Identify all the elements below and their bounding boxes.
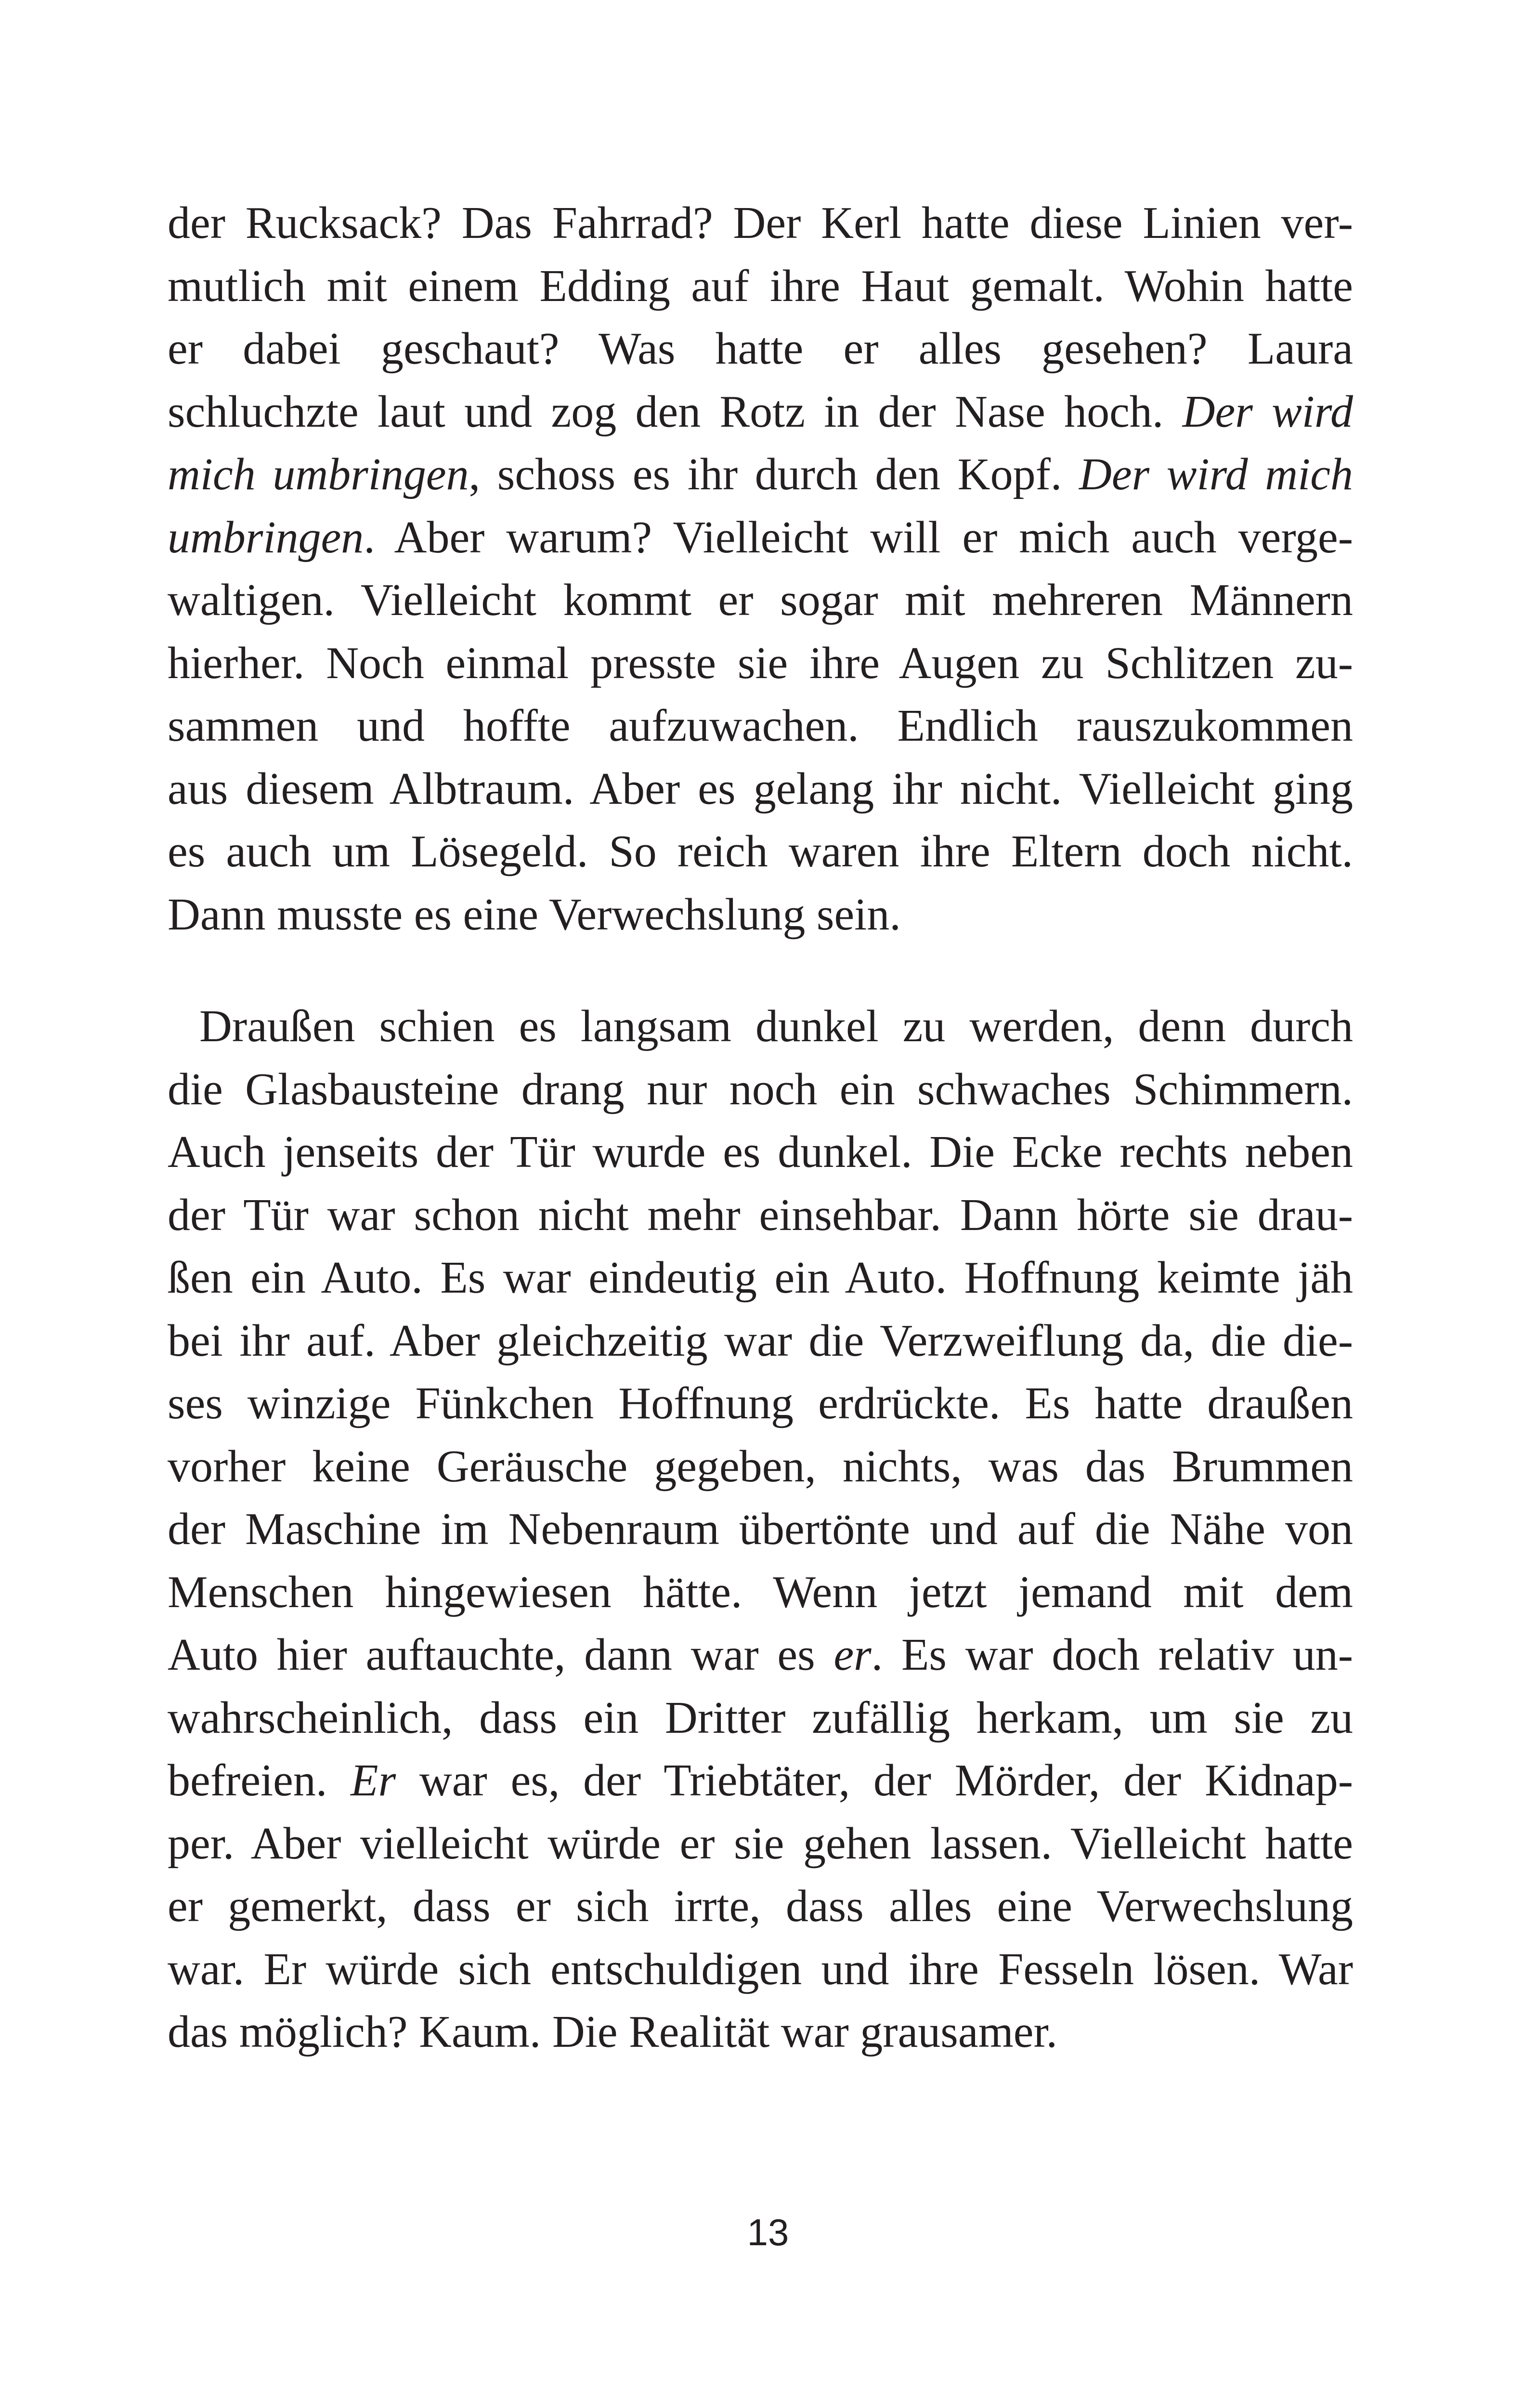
text-segment: es auch um Lösegeld. So reich waren ihre Eltern doch nicht.	[168, 826, 1353, 877]
text-line	[168, 1875, 1353, 1938]
text-line	[168, 1687, 1353, 1750]
text-line	[168, 1623, 1353, 1687]
text-segment: er gemerkt, dass er sich irrte, dass alles eine Verwechslung	[168, 1881, 1353, 1931]
text-segment: hierher. Noch einmal presste sie ihre Augen zu Schlitzen zu-	[168, 638, 1353, 688]
text-line	[168, 192, 1353, 255]
text-segment: der Rucksack? Das Fahrrad? Der Kerl hatte diese Linien ver-	[168, 198, 1353, 248]
text-segment: . Es war doch relativ un-	[871, 1630, 1354, 1680]
text-line	[168, 1938, 1353, 2001]
text-segment: sammen und hoffte aufzuwachen. Endlich rauszukommen	[168, 701, 1353, 751]
text-line	[168, 569, 1353, 632]
italic-text: er	[833, 1630, 872, 1680]
text-segment: vorher keine Geräusche gegeben, nichts, was das Brummen	[168, 1441, 1353, 1492]
italic-text: umbringen	[168, 512, 364, 563]
text-segment: der Tür war schon nicht mehr einsehbar. Dann hörte sie drau-	[168, 1190, 1353, 1240]
text-segment: schluchzte laut und zog den Rotz in der Nase hoch.	[168, 386, 1183, 437]
italic-text: Der wird	[1182, 386, 1354, 437]
text-line	[168, 1372, 1353, 1435]
text-segment: wahrscheinlich, dass ein Dritter zufällig herkam, um sie zu	[168, 1692, 1353, 1743]
text-segment: Menschen hingewiesen hätte. Wenn jetzt jemand mit dem	[168, 1567, 1353, 1617]
text-segment: waltigen. Vielleicht kommt er sogar mit mehreren Männern	[168, 575, 1353, 625]
paragraph-1	[168, 192, 1353, 946]
text-segment: Dann musste es eine Verwechslung sein.	[168, 889, 901, 940]
text-line	[168, 995, 1353, 1058]
text-line	[168, 632, 1353, 695]
text-line	[168, 380, 1353, 444]
text-segment: der Maschine im Nebenraum übertönte und auf die Nähe von	[168, 1504, 1353, 1554]
text-segment: Auch jenseits der Tür wurde es dunkel. Die Ecke rechts neben	[168, 1127, 1353, 1177]
text-line	[168, 1246, 1353, 1309]
text-line	[168, 758, 1353, 821]
text-line	[168, 1812, 1353, 1875]
text-segment: das möglich? Kaum. Die Realität war grausamer.	[168, 2007, 1058, 2057]
text-line	[168, 1435, 1353, 1498]
text-segment: ßen ein Auto. Es war eindeutig ein Auto. Hoffnung keimte jäh	[168, 1253, 1353, 1303]
text-segment: Auto hier auftauchte, dann war es	[168, 1630, 834, 1680]
text-line	[168, 443, 1353, 506]
text-segment: Draußen schien es langsam dunkel zu werden, denn durch	[199, 1001, 1353, 1051]
text-segment: per. Aber vielleicht würde er sie gehen lassen. Vielleicht hatte	[168, 1818, 1353, 1869]
text-line	[168, 1309, 1353, 1373]
text-segment: aus diesem Albtraum. Aber es gelang ihr nicht. Vielleicht ging	[168, 763, 1353, 814]
text-line	[168, 1498, 1353, 1561]
text-line	[168, 1561, 1353, 1624]
text-line	[168, 1184, 1353, 1247]
text-segment: bei ihr auf. Aber gleichzeitig war die Verzweiflung da, die die-	[168, 1315, 1353, 1366]
text-line	[168, 883, 1353, 946]
text-segment: . Aber warum? Vielleicht will er mich auch verge-	[364, 512, 1353, 563]
text-segment: er dabei geschaut? Was hatte er alles gesehen? Laura	[168, 324, 1353, 374]
italic-text: Der wird mich	[1079, 449, 1354, 499]
text-segment: befreien.	[168, 1755, 351, 1806]
text-line	[168, 1121, 1353, 1184]
text-line	[168, 2001, 1353, 2064]
text-line	[168, 1058, 1353, 1121]
page-number: 13	[747, 2211, 789, 2253]
text-segment: war. Er würde sich entschuldigen und ihre Fesseln lösen. War	[168, 1944, 1353, 1994]
italic-text: mich umbringen	[168, 449, 469, 499]
text-segment: die Glasbausteine drang nur noch ein schwaches Schimmern.	[168, 1064, 1353, 1114]
text-segment: ses winzige Fünkchen Hoffnung erdrückte. Es hatte draußen	[168, 1378, 1353, 1428]
text-segment: war es, der Triebtäter, der Mörder, der Kidnap-	[396, 1755, 1353, 1806]
text-segment: mutlich mit einem Edding auf ihre Haut gemalt. Wohin hatte	[168, 261, 1353, 311]
italic-text: Er	[351, 1755, 396, 1806]
text-line	[168, 506, 1353, 569]
text-segment: , schoss es ihr durch den Kopf.	[469, 449, 1079, 499]
text-line	[168, 1749, 1353, 1812]
text-line	[168, 820, 1353, 883]
paragraph-2	[168, 995, 1353, 2064]
text-line	[168, 317, 1353, 380]
text-line	[168, 694, 1353, 758]
text-line	[168, 255, 1353, 318]
